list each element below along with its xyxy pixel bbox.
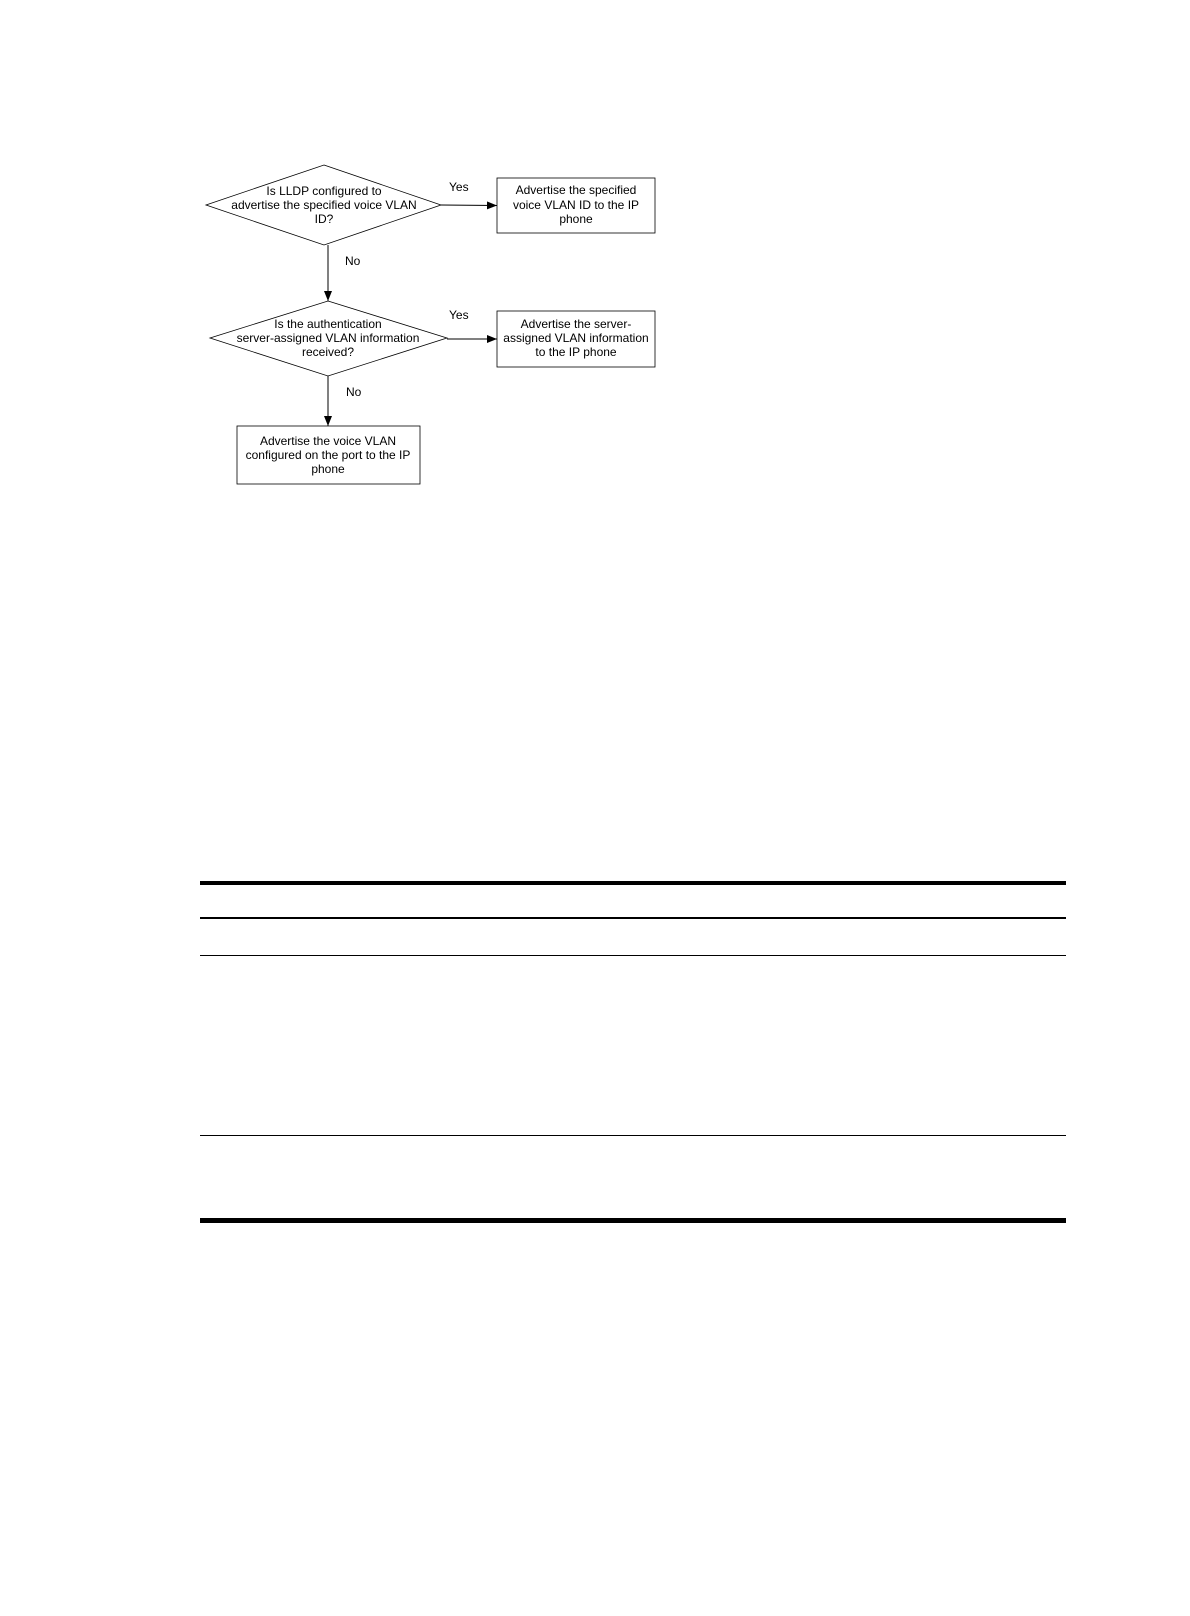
result-1-line-1: Advertise the specified <box>515 183 637 197</box>
result-3-line-2: configured on the port to the IP <box>245 448 411 462</box>
table-bottom-rule <box>200 1218 1066 1223</box>
table-row-rule-2 <box>200 1135 1066 1136</box>
table-header-rule <box>200 917 1066 919</box>
decision-2-no-label: No <box>346 385 362 399</box>
result-3-line-1: Advertise the voice VLAN <box>259 434 397 448</box>
result-2-line-1: Advertise the server- <box>520 317 632 331</box>
decision-2-line-1: Is the authentication <box>274 317 382 331</box>
result-3-line-3: phone <box>311 462 345 476</box>
flowchart-diagram <box>0 0 1190 500</box>
decision-1-line-1: Is LLDP configured to <box>266 184 382 198</box>
decision-2-line-3: received? <box>301 345 355 359</box>
decision-2-line-2: server-assigned VLAN information <box>236 331 420 345</box>
result-2-line-2: assigned VLAN information <box>503 331 649 345</box>
decision-1-yes-label: Yes <box>449 180 469 194</box>
result-1-line-2: voice VLAN ID to the IP <box>512 198 640 212</box>
table-top-rule <box>200 881 1066 885</box>
decision-1-no-label: No <box>345 254 361 268</box>
result-1-line-3: phone <box>559 212 593 226</box>
decision-1-line-2: advertise the specified voice VLAN <box>231 198 417 212</box>
result-2-line-3: to the IP phone <box>535 345 617 359</box>
decision-2-yes-label: Yes <box>449 308 469 322</box>
decision-1-yes-arrow <box>441 205 497 206</box>
decision-1-line-3: ID? <box>314 212 334 226</box>
table-row-rule-1 <box>200 955 1066 956</box>
